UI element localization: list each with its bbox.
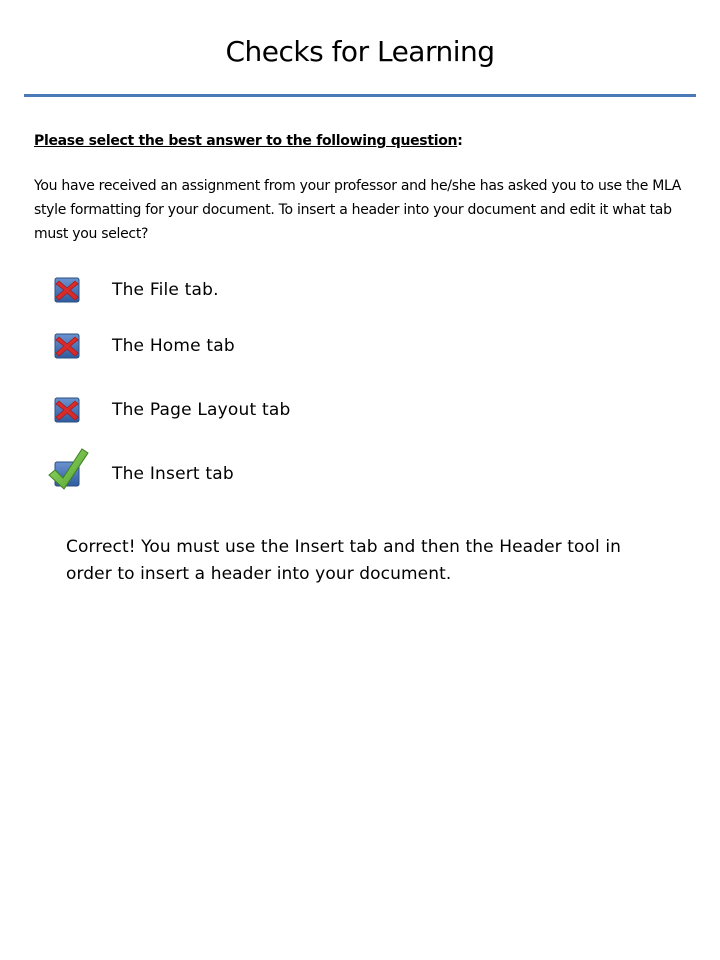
answer-label: The File tab. bbox=[112, 280, 219, 300]
red-x-icon bbox=[52, 331, 86, 361]
instruction-underlined: Please select the best answer to the following question bbox=[34, 133, 458, 149]
feedback-text: Correct! You must use the Insert tab and then the Header tool in order to insert a header into your document. bbox=[66, 537, 622, 584]
answer-option-file-tab[interactable] bbox=[52, 274, 219, 306]
red-x-icon bbox=[52, 275, 86, 305]
green-check-icon bbox=[52, 459, 86, 489]
title-divider bbox=[24, 94, 696, 97]
answer-label: The Insert tab bbox=[112, 464, 234, 484]
page-title: Checks for Learning bbox=[225, 35, 495, 68]
red-x-icon bbox=[52, 395, 86, 425]
answer-option-insert-tab[interactable] bbox=[52, 458, 234, 490]
question-text: You have received an assignment from your professor and he/she has asked you to use the MLA style formatting for your document. To insert a header into your document and edit it what tab must you select? bbox=[34, 178, 682, 242]
answer-option-home-tab[interactable] bbox=[52, 330, 235, 362]
answer-label: The Page Layout tab bbox=[112, 400, 291, 420]
instruction-text bbox=[34, 130, 463, 152]
instruction-suffix: : bbox=[457, 133, 463, 149]
answer-label: The Home tab bbox=[112, 336, 235, 356]
answer-option-page-layout-tab[interactable] bbox=[52, 394, 290, 426]
